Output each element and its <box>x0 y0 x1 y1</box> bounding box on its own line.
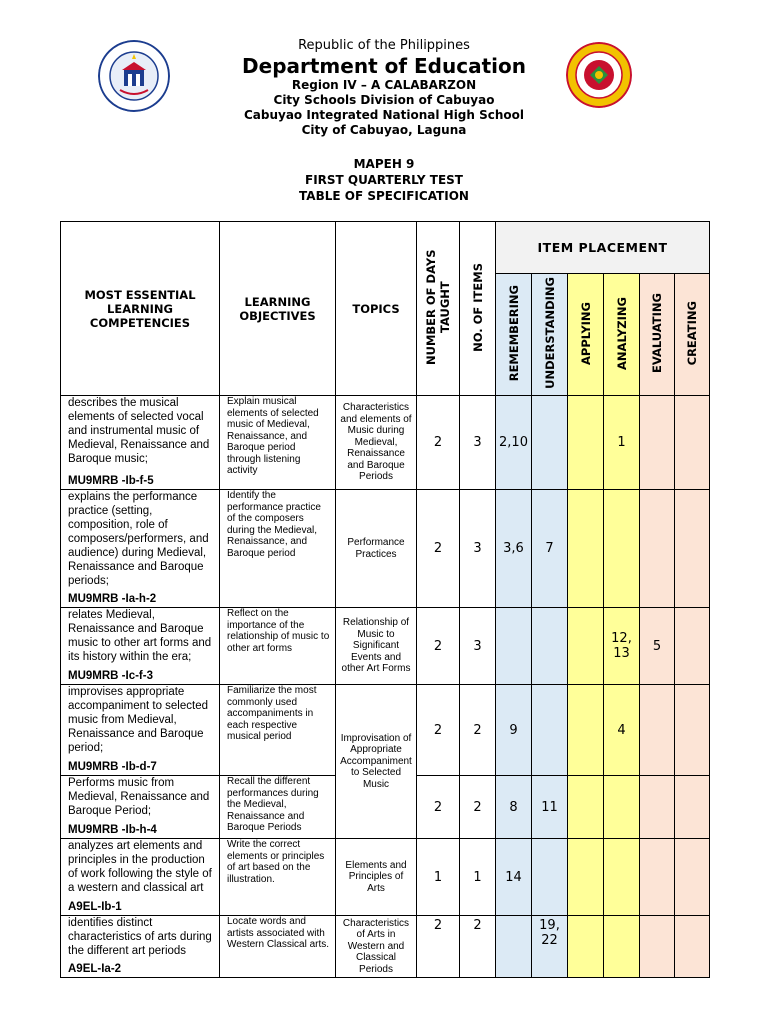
evaluating-header: EVALUATING <box>640 274 675 396</box>
competency-code: A9EL-Ib-1 <box>68 901 122 913</box>
applying-cell <box>568 396 604 490</box>
competency-cell: describes the musical elements of selected vocal and instrumental music of Medieval, Renaissance and Baroque music; MU9MRB -Ib-f-5 <box>61 396 220 490</box>
topic-cell: Performance Practices <box>336 490 417 608</box>
document-header <box>0 38 768 204</box>
topic-cell: Relationship of Music to Significant Events and other Art Forms <box>336 608 417 685</box>
remembering-cell: 9 <box>496 685 532 776</box>
creating-cell <box>675 396 710 490</box>
competency-cell: relates Medieval, Renaissance and Baroque music to other art forms and its history within the era; MU9MRB -Ic-f-3 <box>61 608 220 685</box>
understanding-cell <box>532 839 568 916</box>
remembering-cell: 2,10 <box>496 396 532 490</box>
days-cell: 2 <box>417 608 460 685</box>
days-cell: 2 <box>417 776 460 839</box>
table-row <box>61 839 710 916</box>
topic-cell: Improvisation of Appropriate Accompaniment to Selected Music <box>336 685 417 839</box>
understanding-cell: 19, 22 <box>532 916 568 978</box>
table-row <box>61 685 710 776</box>
creating-cell <box>675 490 710 608</box>
items-cell: 3 <box>460 608 496 685</box>
understanding-cell: 7 <box>532 490 568 608</box>
remembering-cell: 3,6 <box>496 490 532 608</box>
specification-table <box>60 221 710 978</box>
city-line: City of Cabuyao, Laguna <box>301 123 467 137</box>
analyzing-cell: 12, 13 <box>604 608 640 685</box>
objective-cell: Explain musical elements of selected music of Medieval, Renaissance, and Baroque period through listening activity <box>220 396 336 490</box>
items-cell: 3 <box>460 490 496 608</box>
evaluating-cell: 5 <box>640 608 675 685</box>
creating-cell <box>675 608 710 685</box>
items-cell: 1 <box>460 839 496 916</box>
republic-line: Republic of the Philippines <box>298 38 470 53</box>
competency-code: A9EL-Ia-2 <box>68 963 122 975</box>
remembering-cell <box>496 916 532 978</box>
objective-cell: Locate words and artists associated with Western Classical arts. <box>220 916 336 978</box>
school-line: Cabuyao Integrated National High School <box>243 108 525 122</box>
analyzing-header: ANALYZING <box>604 274 640 396</box>
test-line: FIRST QUARTERLY TEST <box>305 173 463 187</box>
competency-code: MU9MRB -Ib-f-5 <box>68 475 154 487</box>
applying-cell <box>568 490 604 608</box>
applying-cell <box>568 776 604 839</box>
table-row <box>61 916 710 978</box>
applying-cell <box>568 685 604 776</box>
doc-title: TABLE OF SPECIFICATION <box>299 189 469 203</box>
days-cell: 1 <box>417 839 460 916</box>
analyzing-cell: 4 <box>604 685 640 776</box>
topic-cell: Characteristics of Arts in Western and Classical Periods <box>336 916 417 978</box>
table-row <box>61 608 710 685</box>
objective-cell: Reflect on the importance of the relationship of music to other art forms <box>220 608 336 685</box>
creating-cell <box>675 685 710 776</box>
item-placement-header: ITEM PLACEMENT <box>496 222 710 274</box>
competency-cell: analyzes art elements and principles in the production of work following the style of a western and classical art A9EL-Ib-1 <box>61 839 220 916</box>
competency-cell: improvises appropriate accompaniment to selected music from Medieval, Renaissance and Baroque period; MU9MRB -Ib-d-7 <box>61 685 220 776</box>
days-header: NUMBER OF DAYS TAUGHT <box>417 222 460 396</box>
applying-cell <box>568 916 604 978</box>
analyzing-cell <box>604 916 640 978</box>
items-cell: 2 <box>460 776 496 839</box>
topic-cell: Elements and Principles of Arts <box>336 839 417 916</box>
remembering-header: REMEMBERING <box>496 274 532 396</box>
competencies-header: MOST ESSENTIAL LEARNING COMPETENCIES <box>61 222 220 396</box>
evaluating-cell <box>640 685 675 776</box>
competency-code: MU9MRB -Ib-h-4 <box>68 824 157 836</box>
department-title: Department of Education <box>242 54 526 78</box>
table-row <box>61 396 710 490</box>
understanding-cell <box>532 608 568 685</box>
table-row <box>61 490 710 608</box>
items-cell: 2 <box>460 916 496 978</box>
items-cell: 2 <box>460 685 496 776</box>
evaluating-cell <box>640 916 675 978</box>
region-line: Region IV – A CALABARZON <box>291 78 477 92</box>
competency-code: MU9MRB -Ia-h-2 <box>68 593 157 605</box>
remembering-cell <box>496 608 532 685</box>
understanding-header: UNDERSTANDING <box>532 274 568 396</box>
understanding-cell <box>532 396 568 490</box>
competency-cell: Performs music from Medieval, Renaissance and Baroque Period; MU9MRB -Ib-h-4 <box>61 776 220 839</box>
competency-code: MU9MRB -Ic-f-3 <box>68 670 153 682</box>
understanding-cell <box>532 685 568 776</box>
days-cell: 2 <box>417 396 460 490</box>
items-header: NO. OF ITEMS <box>460 222 496 396</box>
competency-cell: explains the performance practice (setting, composition, role of composers/performers, and audience) during Medieval, Renaissance and Baroque periods; MU9MRB -Ia-h-2 <box>61 490 220 608</box>
objective-cell: Familiarize the most commonly used accompaniments in each respective musical period <box>220 685 336 776</box>
analyzing-cell <box>604 839 640 916</box>
topics-header: TOPICS <box>336 222 417 396</box>
evaluating-cell <box>640 839 675 916</box>
division-line: City Schools Division of Cabuyao <box>273 93 495 107</box>
analyzing-cell: 1 <box>604 396 640 490</box>
days-cell: 2 <box>417 490 460 608</box>
creating-header: CREATING <box>675 274 710 396</box>
evaluating-cell <box>640 776 675 839</box>
creating-cell <box>675 916 710 978</box>
objective-cell: Identify the performance practice of the composers during the Medieval, Renaissance, and Baroque period <box>220 490 336 608</box>
objective-cell: Recall the different performances during the Medieval, Renaissance and Baroque Periods <box>220 776 336 839</box>
competency-cell: identifies distinct characteristics of arts during the different art periods A9EL-Ia-2 <box>61 916 220 978</box>
evaluating-cell <box>640 396 675 490</box>
remembering-cell: 8 <box>496 776 532 839</box>
days-cell: 2 <box>417 916 460 978</box>
understanding-cell: 11 <box>532 776 568 839</box>
analyzing-cell <box>604 776 640 839</box>
applying-header: APPLYING <box>568 274 604 396</box>
objectives-header: LEARNING OBJECTIVES <box>220 222 336 396</box>
competency-code: MU9MRB -Ib-d-7 <box>68 761 157 773</box>
remembering-cell: 14 <box>496 839 532 916</box>
creating-cell <box>675 776 710 839</box>
applying-cell <box>568 608 604 685</box>
items-cell: 3 <box>460 396 496 490</box>
analyzing-cell <box>604 490 640 608</box>
days-cell: 2 <box>417 685 460 776</box>
evaluating-cell <box>640 490 675 608</box>
applying-cell <box>568 839 604 916</box>
creating-cell <box>675 839 710 916</box>
topic-cell: Characteristics and elements of Music during Medieval, Renaissance and Baroque Periods <box>336 396 417 490</box>
subject-line: MAPEH 9 <box>353 157 415 171</box>
objective-cell: Write the correct elements or principles of art based on the illustration. <box>220 839 336 916</box>
